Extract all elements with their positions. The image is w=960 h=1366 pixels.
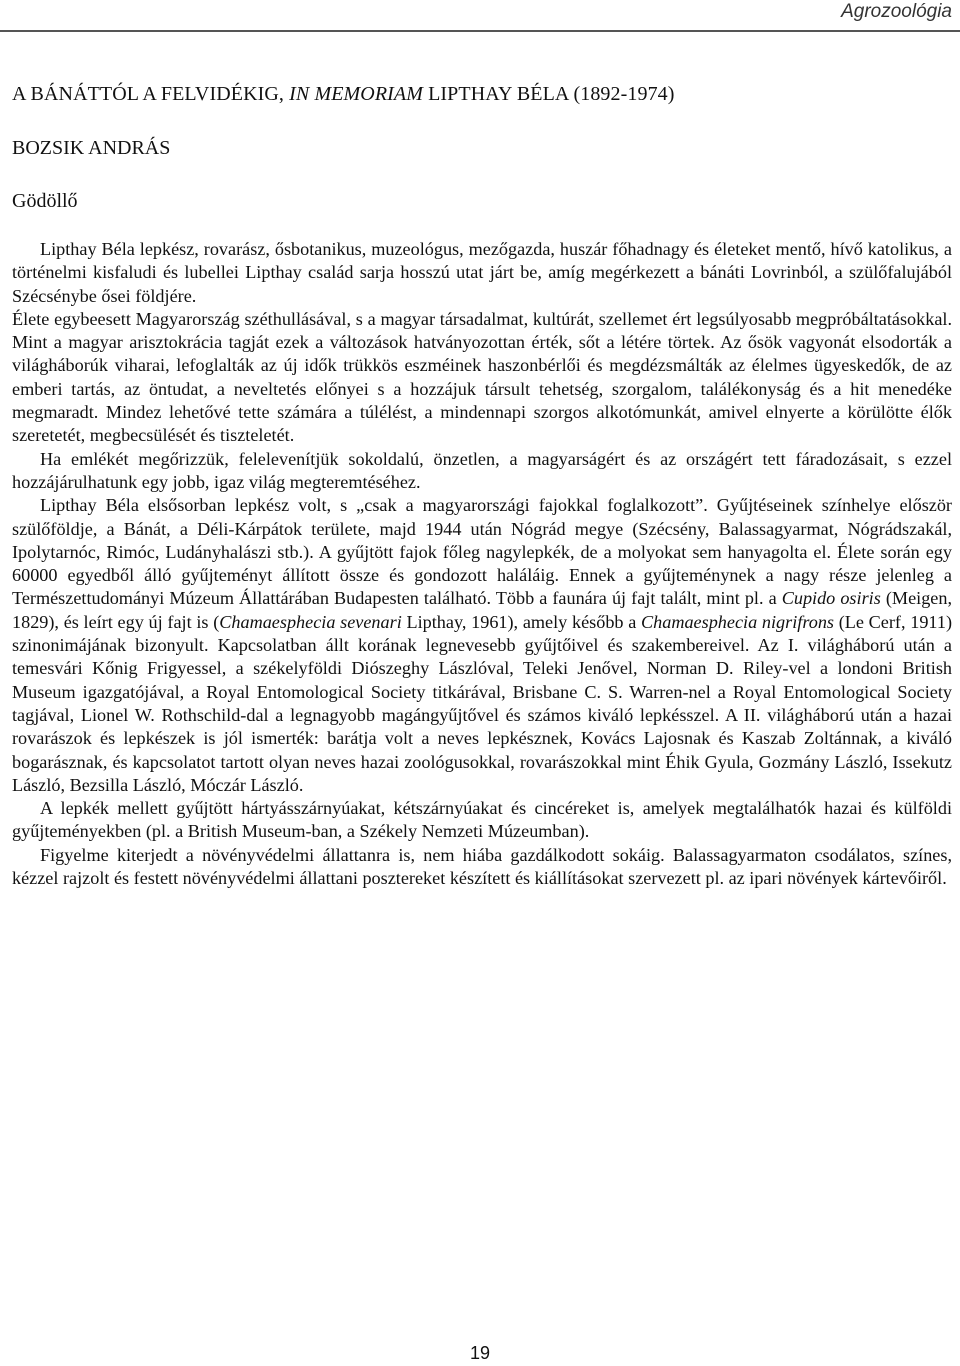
paragraph-4-text-b: (Meigen, 1829), és leírt egy új fajt is ( [12,588,953,632]
header-rule [0,30,960,32]
paragraph-1: Lipthay Béla lepkész, rovarász, ősbotanikus, muzeológus, mezőgazda, huszár főhadnagy és életeket mentő, hívő katolikus, a történelmi kisfaludi és lubellei Lipthay család sarja hosszú utat járt be, amíg megérkezett a bánáti Lovrinból, a szülőfalujából Szécsénybe ősei földjére. [12,239,952,306]
species-name-cupido-osiris: Cupido osiris [781,588,881,609]
running-head-section: Agrozoológia [841,1,952,22]
species-name-chamaesphecia-nigrifrons: Chamaesphecia nigrifrons [641,611,834,632]
article-title [12,80,675,108]
title-part-2: LIPTHAY BÉLA (1892-1974) [422,83,675,105]
article-author: BOZSIK ANDRÁS [12,137,171,159]
paragraph-4-text-d: (Le Cerf, 1911) szinonimájának bizonyult. Kapcsolatban állt korának legnevesebb gyűjtőivel és szakembereivel. Az I. világháború után a temesvári Kőnig Frigyessel, a székelyföldi Diószeghy Lászlóval, Teleki Jenővel, Norman D. Riley-vel a londoni British Museum igazgatójával, a Royal Entomological Society titkárával, Brisbane C. S. Warren-nel a Royal Entomological Society tagjával, Lionel W. Rothschild-dal a legnagyobb magángyűjtővel és számos kiváló lepkésszel. A II. világháború után a hazai rovarászok és lepkészek is jól ismerték: barátja volt a neves lepkésznek, Kovács Lajosnak és Kaszab Zoltánnak, a kiváló bogarásznak, és kapcsolatot tartott olyan neves hazai zoológusokkal, rovarászokkal mint Éhik Gyula, Gozmány László, Issekutz László, Bezsilla László, Móczár László. [12,611,953,795]
paragraph-6: Figyelme kiterjedt a növényvédelmi állattanra is, nem hiába gazdálkodott sokáig. Balassagyarmaton csodálatos, színes, kézzel rajzolt és festett növényvédelmi állattani posztereket készített és kiállításokat szervezett pl. az ipari növények kártevőiről. [12,844,952,889]
paragraph-3: Ha emlékét megőrizzük, felelevenítjük sokoldalú, önzetlen, a magyarságért és az országért tett fáradozásait, s ezzel hozzájárulhatunk egy jobb, igaz világ megteremtéséhez. [12,448,952,492]
title-part-1: A BÁNÁTTÓL A FELVIDÉKIG, [12,83,290,105]
article-affiliation: Gödöllő [12,190,78,212]
paragraph-4 [12,494,952,797]
page-number: 19 [469,1343,491,1363]
article-body [12,238,952,890]
paragraph-2: Élete egybeesett Magyarország széthullásával, s a magyar társadalmat, kultúrát, szellemet ért legsúlyosabb megpróbáltatásokkal. Mint a magyar arisztokrácia tagját ezek a változások hatványozottan érték, sőt a létére törtek. Az ősök vagyonát elsodorták a világháborúk viharai, lefoglalták az új idők trükkös eszméinek haszonbérlői és megdézsmálták az élelmes ügyeskedők, de az emberi tartás, az öntudat, a neveltetés előnyei s a hozzájuk társult tehetség, szorgalom, találékonyság és a hit menedéke megmaradt. Mindez lehetővé tette számára a túlélést, a mindennapi szorgos alkotómunkát, amivel elnyerte a körülötte élők szeretetét, megbecsülését és tiszteletét. [12,308,952,446]
paragraph-4-text-c: Lipthay, 1961), amely később a [401,611,642,632]
species-name-chamaesphecia-sevenari: Chamaesphecia sevenari [219,611,402,632]
paragraph-4-text-a: Lipthay Béla elsősorban lepkész volt, s „csak a magyarországi fajokkal foglalkozott”. Gyűjtéseinek színhelye először szülőföldje, a Bánát, a Déli-Kárpátok területe, majd 1944 után Nógrád megye (Szécsény, Balassagyarmat, Nógrádszakál, Ipolytarnóc, Rimóc, Ludányhalászi stb.). A gyűjtött fajok főleg nagylepkék, de a molyokat sem hanyagolta el. Élete során egy 60000 egyedből álló gyűjteményt állított össze és gondozott haláláig. Ennek a gyűjteménynek a nagy része jelenleg a Természettudományi Múzeum Állattárában Budapesten található. Több a faunára új fajt talált, mint pl. a [12,495,952,609]
paragraph-5: A lepkék mellett gyűjtött hártyásszárnyúakat, kétszárnyúakat és cincéreket is, amelyek megtalálhatók hazai és külföldi gyűjteményekben (pl. a British Museum-ban, a Székely Nemzeti Múzeumban). [12,798,952,842]
title-italic-phrase: IN MEMORIAM [289,83,423,105]
